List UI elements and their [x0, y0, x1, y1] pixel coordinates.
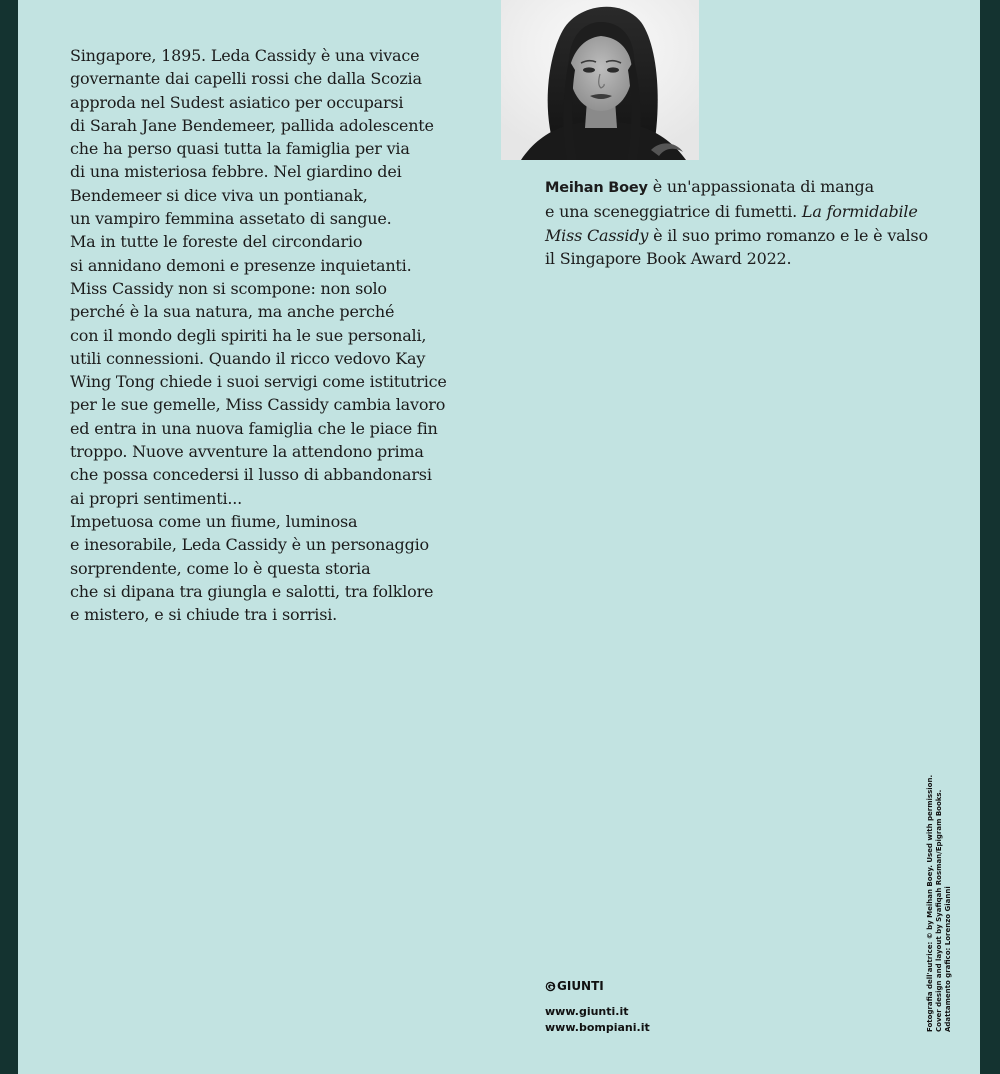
- blurb-line: che possa concedersi il lusso di abbandonarsi: [70, 465, 432, 485]
- blurb-line: approda nel Sudest asiatico per occuparsi: [70, 92, 404, 112]
- bio-text: è il suo primo romanzo e le è valso: [648, 225, 928, 245]
- url-giunti[interactable]: www.giunti.it: [545, 1005, 629, 1018]
- author-bio: [545, 175, 945, 270]
- blurb-line: Miss Cassidy non si scompone: non solo: [70, 278, 387, 298]
- publisher-logo: [545, 979, 604, 993]
- photo-credits: [926, 775, 953, 1032]
- blurb-line: Singapore, 1895. Leda Cassidy è una vivace: [70, 46, 420, 65]
- credit-line: Fotografia dell'autrice: © by Meihan Boey. Used with permission.: [926, 774, 934, 1032]
- credit-line: Cover design and layout by Syafiqah Rosman/Epigram Books.: [935, 789, 943, 1032]
- blurb-line: governante dai capelli rossi che dalla Scozia: [70, 69, 422, 89]
- blurb-line: che ha perso quasi tutta la famiglia per via: [70, 139, 410, 159]
- blurb-text: [70, 44, 470, 626]
- bio-line: [545, 200, 945, 223]
- blurb-line: che si dipana tra giungla e salotti, tra folklore: [70, 581, 434, 601]
- blurb-line: Wing Tong chiede i suoi servigi come istitutrice: [70, 372, 447, 392]
- credit-line: Adattamento grafico: Lorenzo Gianni: [944, 886, 952, 1032]
- blurb-line: sorprendente, come lo è questa storia: [70, 558, 371, 578]
- blurb-line: e inesorabile, Leda Cassidy è un personaggio: [70, 535, 429, 555]
- blurb-line: di una misteriosa febbre. Nel giardino dei: [70, 162, 402, 182]
- blurb-line: e mistero, e si chiude tra i sorrisi.: [70, 605, 338, 625]
- author-portrait-image: [501, 0, 699, 160]
- blurb-line: Ma in tutte le foreste del circondario: [70, 232, 363, 252]
- blurb-line: Bendemeer si dice viva un pontianak,: [70, 185, 368, 205]
- blurb-line: un vampiro femmina assetato di sangue.: [70, 209, 392, 229]
- blurb-line: utili connessioni. Quando il ricco vedovo Kay: [70, 348, 426, 368]
- blurb-line: si annidano demoni e presenze inquietanti.: [70, 255, 412, 275]
- bio-text: è un'appassionata di manga: [647, 177, 874, 196]
- blurb-line: di Sarah Jane Bendemeer, pallida adolescente: [70, 115, 434, 135]
- book-title-italic: La formidabile: [801, 202, 918, 222]
- blurb-line: con il mondo degli spiriti ha le sue personali,: [70, 325, 427, 345]
- blurb-line: per le sue gemelle, Miss Cassidy cambia lavoro: [70, 395, 446, 415]
- book-title-italic: Miss Cassidy: [545, 225, 649, 245]
- bio-line: [545, 175, 945, 200]
- publisher-urls: [545, 1004, 650, 1036]
- bio-line: il Singapore Book Award 2022.: [545, 248, 792, 268]
- blurb-line: ed entra in una nuova famiglia che le piace fin: [70, 418, 438, 438]
- author-name: Meihan Boey: [545, 180, 648, 196]
- blurb-line: troppo. Nuove avventure la attendono prima: [70, 442, 424, 462]
- url-bompiani[interactable]: www.bompiani.it: [545, 1021, 650, 1034]
- author-photo: [501, 0, 699, 160]
- blurb-line: Impetuosa come un fiume, luminosa: [70, 511, 358, 531]
- bio-text: e una sceneggiatrice di fumetti.: [545, 202, 798, 222]
- giunti-g-icon: [545, 981, 556, 992]
- blurb-line: ai propri sentimenti...: [70, 488, 243, 508]
- bio-line: [545, 224, 945, 247]
- publisher-name: GIUNTI: [557, 979, 604, 993]
- blurb-line: perché è la sua natura, ma anche perché: [70, 302, 395, 322]
